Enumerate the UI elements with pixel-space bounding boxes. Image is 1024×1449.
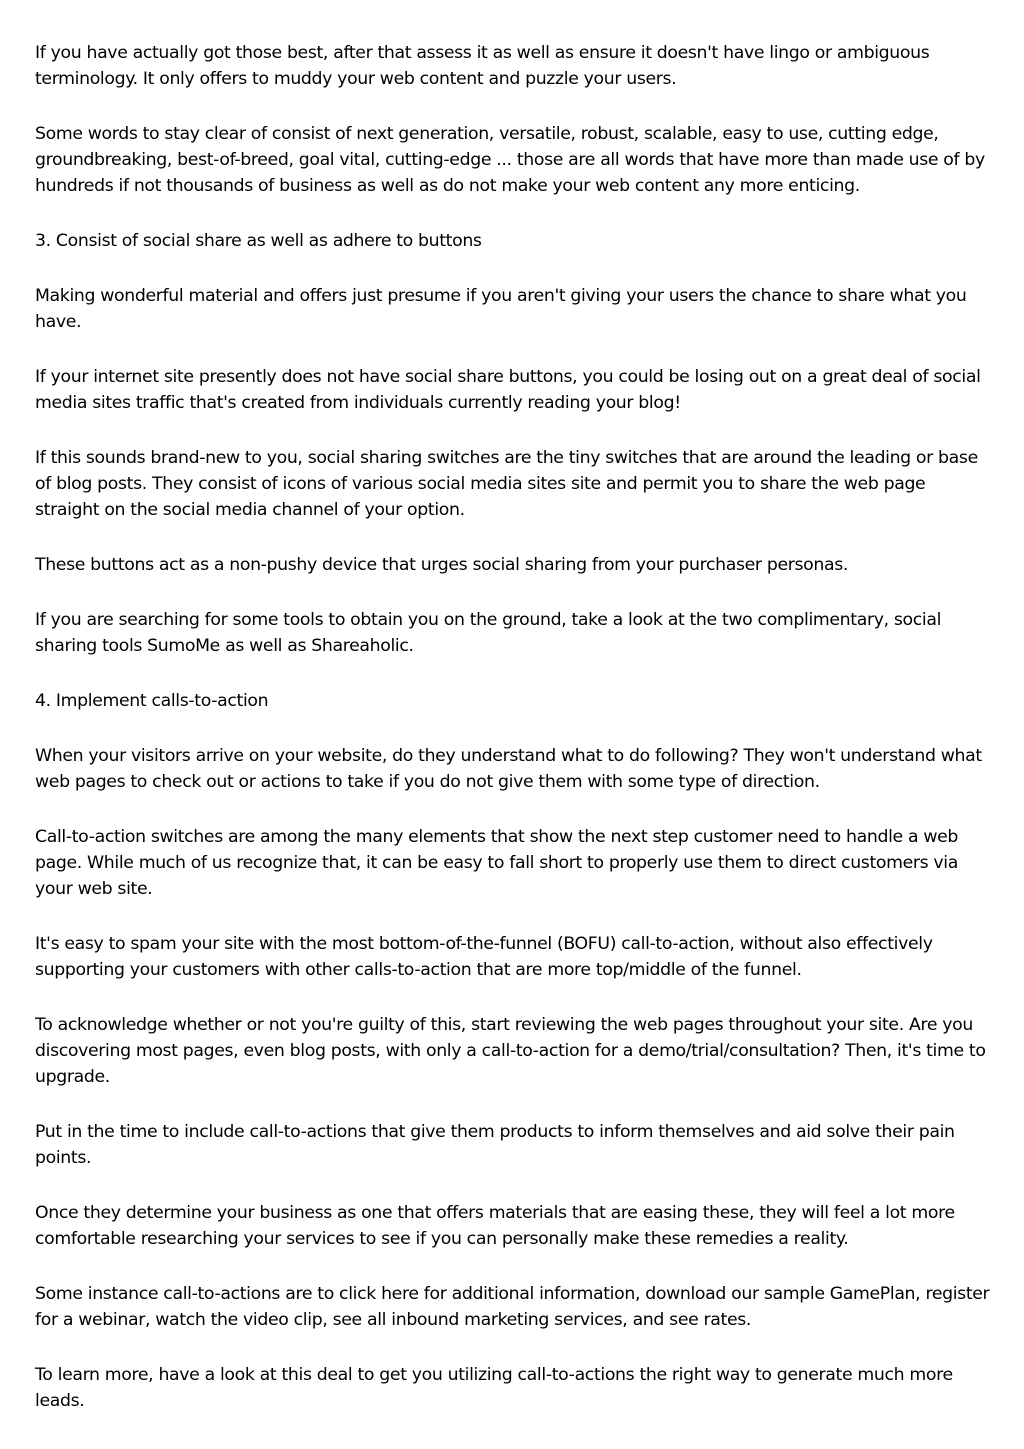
paragraph-social-share-traffic: If your internet site presently does not have social share buttons, you could be losing out on a great deal of social media sites traffic that's created from individuals currently reading your blog! — [35, 367, 981, 413]
paragraph-review-pages: To acknowledge whether or not you're guilty of this, start reviewing the web pages throughout your site. Are you discovering most pages, even blog posts, with only a call-to-action for a demo/trial/consultation? Then, it's time to upgrade. — [35, 1015, 986, 1087]
paragraph-words-to-avoid: Some words to stay clear of consist of next generation, versatile, robust, scalable, easy to use, cutting edge, groundbreaking, best-of-breed, goal vital, cutting-edge ... those are all words that have more than made use of by hundreds if not thousands of business as well as do not make your web content any more enticing. — [35, 124, 985, 196]
paragraph-non-pushy-device: These buttons act as a non-pushy device that urges social sharing from your purchaser personas. — [35, 555, 848, 575]
paragraph-bofu-cta: It's easy to spam your site with the most bottom-of-the-funnel (BOFU) call-to-action, without also effectively supporting your customers with other calls-to-action that are more top/middle of the funnel. — [35, 934, 933, 980]
section-heading-calls-to-action: 4. Implement calls-to-action — [35, 691, 269, 711]
paragraph-making-material: Making wonderful material and offers just presume if you aren't giving your users the chance to share what you have. — [35, 286, 967, 332]
section-heading-social-share: 3. Consist of social share as well as adhere to buttons — [35, 231, 482, 251]
paragraph-jargon-check: If you have actually got those best, after that assess it as well as ensure it doesn't have lingo or ambiguous terminology. It only offers to muddy your web content and puzzle your users. — [35, 43, 930, 89]
paragraph-include-ctas: Put in the time to include call-to-actions that give them products to inform themselves and aid solve their pain points. — [35, 1122, 955, 1168]
paragraph-example-ctas: Some instance call-to-actions are to click here for additional information, download our sample GamePlan, register for a webinar, watch the video clip, see all inbound marketing services, and see rates. — [35, 1284, 990, 1330]
paragraph-business-materials: Once they determine your business as one that offers materials that are easing these, they will feel a lot more comfortable researching your services to see if you can personally make these remedies a reality. — [35, 1203, 955, 1249]
paragraph-sharing-tools: If you are searching for some tools to obtain you on the ground, take a look at the two complimentary, social sharing tools SumoMe as well as Shareaholic. — [35, 610, 942, 656]
paragraph-visitor-direction: When your visitors arrive on your website, do they understand what to do following? They won't understand what web pages to check out or actions to take if you do not give them with some type of direction. — [35, 746, 982, 792]
paragraph-learn-more: To learn more, have a look at this deal to get you utilizing call-to-actions the right way to generate much more leads. — [35, 1365, 953, 1411]
paragraph-cta-switches: Call-to-action switches are among the many elements that show the next step customer need to handle a web page. While much of us recognize that, it can be easy to fall short to properly use them to direct customers via your web site. — [35, 827, 959, 899]
paragraph-social-switches: If this sounds brand-new to you, social sharing switches are the tiny switches that are around the leading or base of blog posts. They consist of icons of various social media sites site and permit you to share the web page straight on the social media channel of your option. — [35, 448, 978, 520]
